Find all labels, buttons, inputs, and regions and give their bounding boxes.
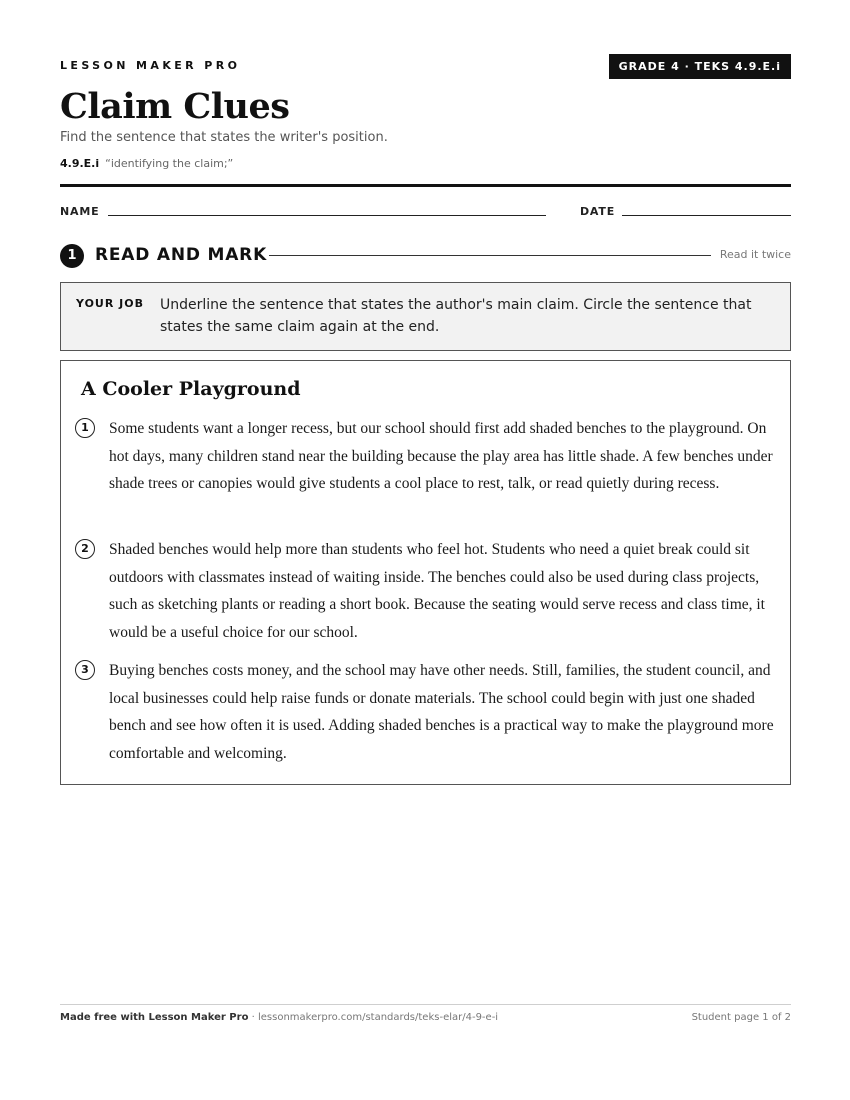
footer-url-link[interactable]: lessonmakerpro.com/standards/teks-elar/4-9-e-i: [257, 1012, 499, 1023]
section-note: Read it twice: [719, 248, 791, 261]
brand-name: LESSON MAKER PRO: [60, 59, 241, 72]
page-title: Claim Clues: [60, 86, 290, 127]
date-field-line[interactable]: [622, 215, 791, 216]
standard-line: [60, 157, 233, 170]
footer-made-with: Made free with Lesson Maker Pro: [60, 1012, 249, 1023]
grade-badge: GRADE 4 · TEKS 4.9.E.i: [609, 54, 791, 79]
section-title: READ AND MARK: [95, 245, 268, 265]
passage-title: A Cooler Playground: [81, 378, 301, 400]
name-field-line[interactable]: [108, 215, 546, 216]
standard-text: “identifying the claim;”: [105, 157, 234, 170]
instructions-label: YOUR JOB: [76, 297, 144, 310]
header-divider: [60, 184, 791, 187]
footer-page-info: Student page 1 of 2: [691, 1012, 791, 1023]
date-label: DATE: [580, 205, 616, 218]
name-label: NAME: [60, 205, 100, 218]
section-divider: [269, 255, 711, 256]
standard-code: 4.9.E.i: [60, 157, 100, 170]
instructions-text: Underline the sentence that states the author's main claim. Circle the sentence that states the same claim again at the end.: [160, 297, 752, 335]
paragraph-text: Buying benches costs money, and the school may have other needs. Still, families, the student council, and local businesses could help raise funds or donate materials. The school could begin with just one shaded bench and see how often it is used. Adding shaded benches is a practical way to make the playground more comfortable and welcoming.: [109, 662, 774, 762]
footer-divider: [60, 1004, 791, 1005]
section-header: [60, 243, 791, 267]
paragraph-text: Shaded benches would help more than students who feel hot. Students who need a quiet break could sit outdoors with classmates instead of waiting inside. The benches could also be used during class projects, such as sketching plants or reading a short book. Because the seating would serve recess and class time, it would be a useful choice for our school.: [109, 541, 765, 641]
footer-credit: [60, 1012, 498, 1023]
paragraph-number: 2: [75, 539, 95, 559]
paragraph-number: 1: [75, 418, 95, 438]
student-fields: [60, 205, 791, 221]
reading-passage: [60, 360, 791, 785]
section-number-badge: 1: [60, 244, 84, 268]
paragraph-number: 3: [75, 660, 95, 680]
footer-separator: ·: [248, 1012, 258, 1023]
paragraph-text: Some students want a longer recess, but our school should first add shaded benches to the playground. On hot days, many children stand near the building because the play area has little shade. A few benches under shade trees or canopies would give students a cool place to rest, talk, or read quietly during recess.: [109, 420, 773, 492]
page-subtitle: Find the sentence that states the writer's position.: [60, 130, 388, 145]
instructions-box: [60, 282, 791, 351]
worksheet-page: [60, 0, 791, 1100]
